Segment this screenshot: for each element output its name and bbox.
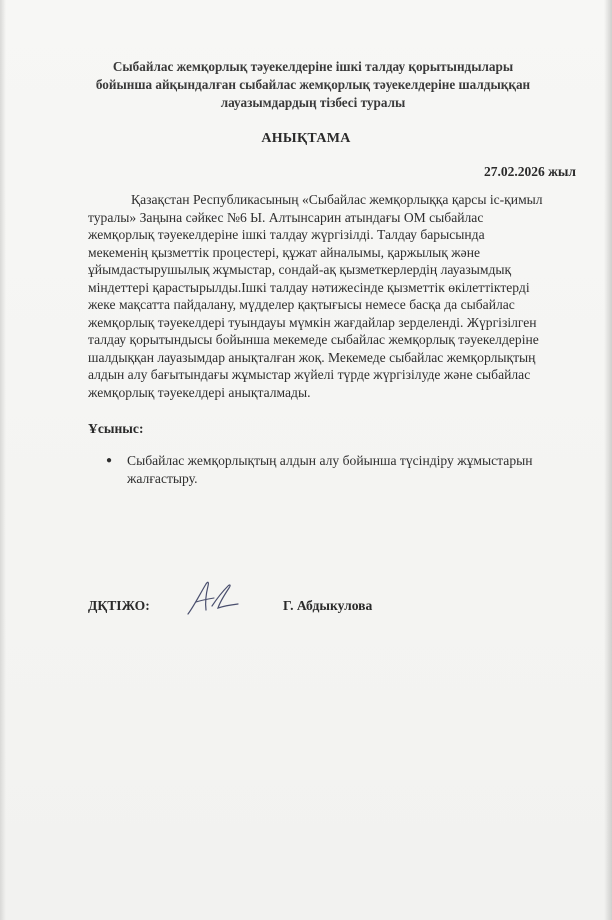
title-line: бойынша айқындалған сыбайлас жемқорлық тәуекелдеріне шалдыққан: [95, 77, 531, 92]
body-line: мекеменің қызметтік процестері, құжат айналымы, қаржылық және: [88, 244, 481, 260]
recommendation-line: жалғастыру.: [127, 471, 198, 486]
body-line: жеке мақсатта пайдалану, мүдделер қақтығысы немесе басқа да сыбайлас: [88, 297, 515, 312]
body-line: Қазақстан Республикасының «Сыбайлас жемқорлыққа қарсы іс-қимыл: [131, 192, 543, 207]
bullet-icon: ●: [106, 455, 113, 466]
body-paragraph: [88, 191, 593, 401]
document-heading: АНЫҚТАМА: [261, 131, 351, 146]
body-line: ұйымдастырушылық жұмыстар, сондай-ақ қызметкерлердің лауазымдық: [88, 262, 512, 277]
title-line: Сыбайлас жемқорлық тәуекелдеріне ішкі талдау қорытындылары: [112, 59, 514, 74]
document-date: 27.02.2026 жыл: [483, 164, 576, 179]
body-line: міндеттері қарастырылды.Ішкі талдау нәтижесінде қызметтік өкілеттіктерді: [88, 279, 530, 295]
recommendation-line: Сыбайлас жемқорлықтың алдын алу бойынша түсіндіру жұмыстарын: [127, 453, 533, 468]
body-line: туралы» Заңына сәйкес №6 Ы. Алтынсарин атындағы ОМ сыбайлас: [88, 209, 484, 225]
handwritten-signature: [184, 576, 242, 618]
body-line: шалдыққан лауазымдар анықталған жоқ. Мекемеде сыбайлас жемқорлықтың: [88, 349, 536, 365]
body-line: алдын алу бағытындағы жұмыстар жүйелі түрде жүргізілуде және сыбайлас: [88, 367, 531, 382]
signatory-name: Г. Абдыкулова: [283, 598, 373, 613]
body-line: жемқорлық тәуекелдері анықталмады.: [88, 384, 311, 400]
body-line: жемқорлық тәуекелдеріне ішкі талдау жүргізілді. Талдау барысында: [88, 227, 485, 242]
recommendation-item: [106, 452, 586, 488]
title-line: лауазымдардың тізбесі туралы: [220, 95, 406, 110]
recommendation-label: Ұсыныс:: [88, 421, 144, 436]
recommendation-list: [106, 452, 586, 488]
signatory-role: ДҚТІЖО:: [88, 598, 150, 613]
document-title: [88, 58, 538, 112]
body-line: жемқорлық тәуекелдері туындауы мүмкін жағдайлар зерделенді. Жүргізілген: [88, 314, 537, 330]
body-line: талдау қорытындысы бойынша мекемеде сыбайлас жемқорлық тәуекелдеріне: [88, 332, 539, 347]
